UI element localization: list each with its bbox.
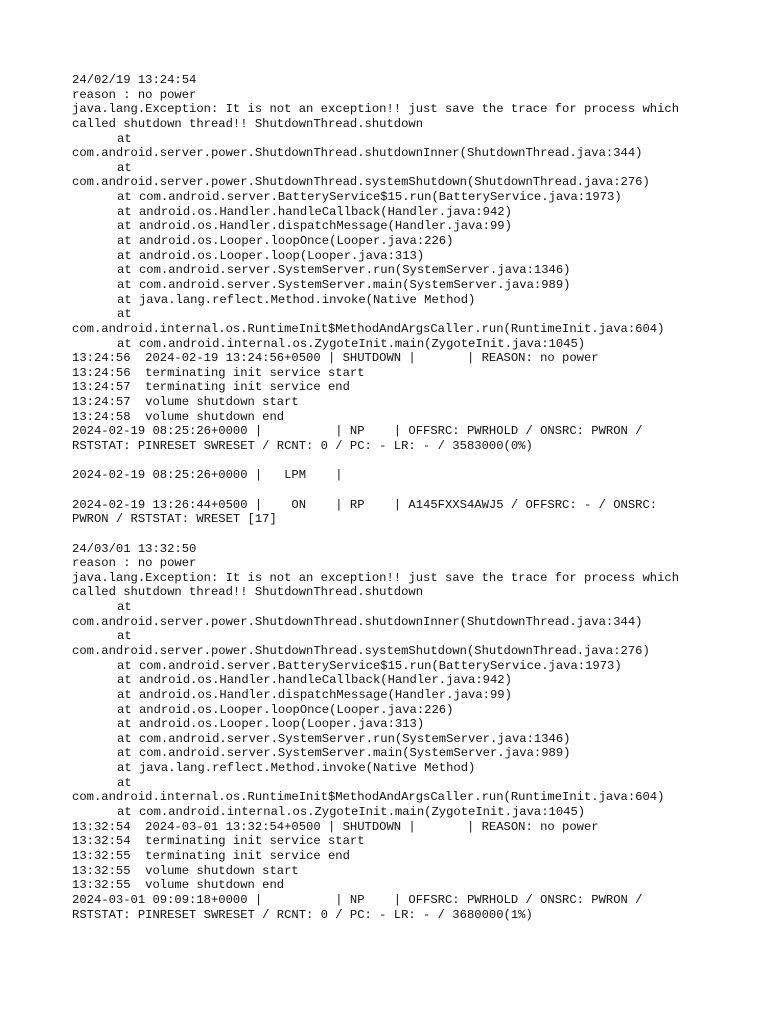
log-line: 13:32:55 terminating init service end xyxy=(72,848,350,863)
log-line: at com.android.server.SystemServer.main(SystemServer.java:989) xyxy=(117,746,571,761)
log-line: com.android.server.power.ShutdownThread.shutdownInner(ShutdownThread.java:344) xyxy=(72,146,643,161)
log-line: 13:32:54 terminating init service start xyxy=(72,834,365,849)
log-line: 2024-02-19 13:26:44+0500 | ON | RP | A145FXXS4AWJ5 / OFFSRC: - / ONSRC: xyxy=(72,497,658,512)
log-line: at android.os.Looper.loop(Looper.java:313) xyxy=(117,717,425,732)
log-line: 2024-02-19 08:25:26+0000 | | NP | OFFSRC: PWRHOLD / ONSRC: PWRON / xyxy=(72,424,643,439)
log-line: 13:32:55 volume shutdown start xyxy=(72,863,299,878)
log-line: 2024-02-19 08:25:26+0000 | LPM | xyxy=(72,468,343,483)
log-line: at xyxy=(117,600,132,615)
log-line: RSTSTAT: PINRESET SWRESET / RCNT: 0 / PC: - LR: - / 3680000(1%) xyxy=(72,907,533,922)
log-line: at xyxy=(117,775,132,790)
log-line: 13:24:57 terminating init service end xyxy=(72,380,350,395)
log-line: at java.lang.reflect.Method.invoke(Native Method) xyxy=(117,761,476,776)
log-line: java.lang.Exception: It is not an exception!! just save the trace for process which xyxy=(72,570,680,585)
blank-line xyxy=(72,527,752,542)
log-line: PWRON / RSTSTAT: WRESET [17] xyxy=(72,512,277,527)
log-line: at xyxy=(117,131,132,146)
log-line: 13:24:57 volume shutdown start xyxy=(72,395,299,410)
blank-line xyxy=(72,483,752,498)
log-line: com.android.server.power.ShutdownThread.systemShutdown(ShutdownThread.java:276) xyxy=(72,175,650,190)
log-document xyxy=(72,73,752,922)
log-line: at com.android.internal.os.ZygoteInit.main(ZygoteInit.java:1045) xyxy=(117,336,586,351)
log-line: at xyxy=(117,629,132,644)
log-line: at android.os.Handler.dispatchMessage(Handler.java:99) xyxy=(117,687,512,702)
log-line: 13:24:56 terminating init service start xyxy=(72,365,365,380)
blank-line xyxy=(72,454,752,469)
log-line: at com.android.server.SystemServer.run(SystemServer.java:1346) xyxy=(117,731,571,746)
log-line: called shutdown thread!! ShutdownThread.shutdown xyxy=(72,585,424,600)
log-line: at android.os.Looper.loopOnce(Looper.java:226) xyxy=(117,234,454,249)
log-line: 13:32:55 volume shutdown end xyxy=(72,878,285,893)
log-line: at com.android.internal.os.ZygoteInit.main(ZygoteInit.java:1045) xyxy=(117,805,586,820)
log-line: 13:24:56 2024-02-19 13:24:56+0500 | SHUTDOWN | | REASON: no power xyxy=(72,351,599,366)
log-line: at android.os.Looper.loopOnce(Looper.java:226) xyxy=(117,702,454,717)
log-line: at android.os.Handler.handleCallback(Handler.java:942) xyxy=(117,673,512,688)
log-line: at xyxy=(117,307,132,322)
log-line: reason : no power xyxy=(72,556,197,571)
log-line: reason : no power xyxy=(72,87,197,102)
log-line: at android.os.Handler.handleCallback(Handler.java:942) xyxy=(117,204,512,219)
log-line: called shutdown thread!! ShutdownThread.shutdown xyxy=(72,116,424,131)
log-line: at android.os.Looper.loop(Looper.java:313) xyxy=(117,248,425,263)
log-line: 24/02/19 13:24:54 xyxy=(72,73,197,87)
log-line: 2024-03-01 09:09:18+0000 | | NP | OFFSRC: PWRHOLD / ONSRC: PWRON / xyxy=(72,892,643,907)
log-line: 13:32:54 2024-03-01 13:32:54+0500 | SHUTDOWN | | REASON: no power xyxy=(72,819,599,834)
log-line: com.android.server.power.ShutdownThread.systemShutdown(ShutdownThread.java:276) xyxy=(72,643,650,658)
log-line: java.lang.Exception: It is not an exception!! just save the trace for process which xyxy=(72,102,680,117)
log-line: at com.android.server.SystemServer.run(SystemServer.java:1346) xyxy=(117,263,571,278)
log-line: com.android.internal.os.RuntimeInit$MethodAndArgsCaller.run(RuntimeInit.java:604) xyxy=(72,790,665,805)
log-line: RSTSTAT: PINRESET SWRESET / RCNT: 0 / PC: - LR: - / 3583000(0%) xyxy=(72,439,533,454)
log-line: at java.lang.reflect.Method.invoke(Native Method) xyxy=(117,292,476,307)
log-line: at xyxy=(117,160,132,175)
log-line: com.android.server.power.ShutdownThread.shutdownInner(ShutdownThread.java:344) xyxy=(72,614,643,629)
log-line: at com.android.server.SystemServer.main(SystemServer.java:989) xyxy=(117,277,571,292)
log-line: 13:24:58 volume shutdown end xyxy=(72,409,285,424)
log-line: 24/03/01 13:32:50 xyxy=(72,541,197,556)
log-line: at com.android.server.BatteryService$15.run(BatteryService.java:1973) xyxy=(117,658,622,673)
log-line: at com.android.server.BatteryService$15.run(BatteryService.java:1973) xyxy=(117,190,622,205)
log-line: com.android.internal.os.RuntimeInit$MethodAndArgsCaller.run(RuntimeInit.java:604) xyxy=(72,321,665,336)
log-line: at android.os.Handler.dispatchMessage(Handler.java:99) xyxy=(117,219,512,234)
